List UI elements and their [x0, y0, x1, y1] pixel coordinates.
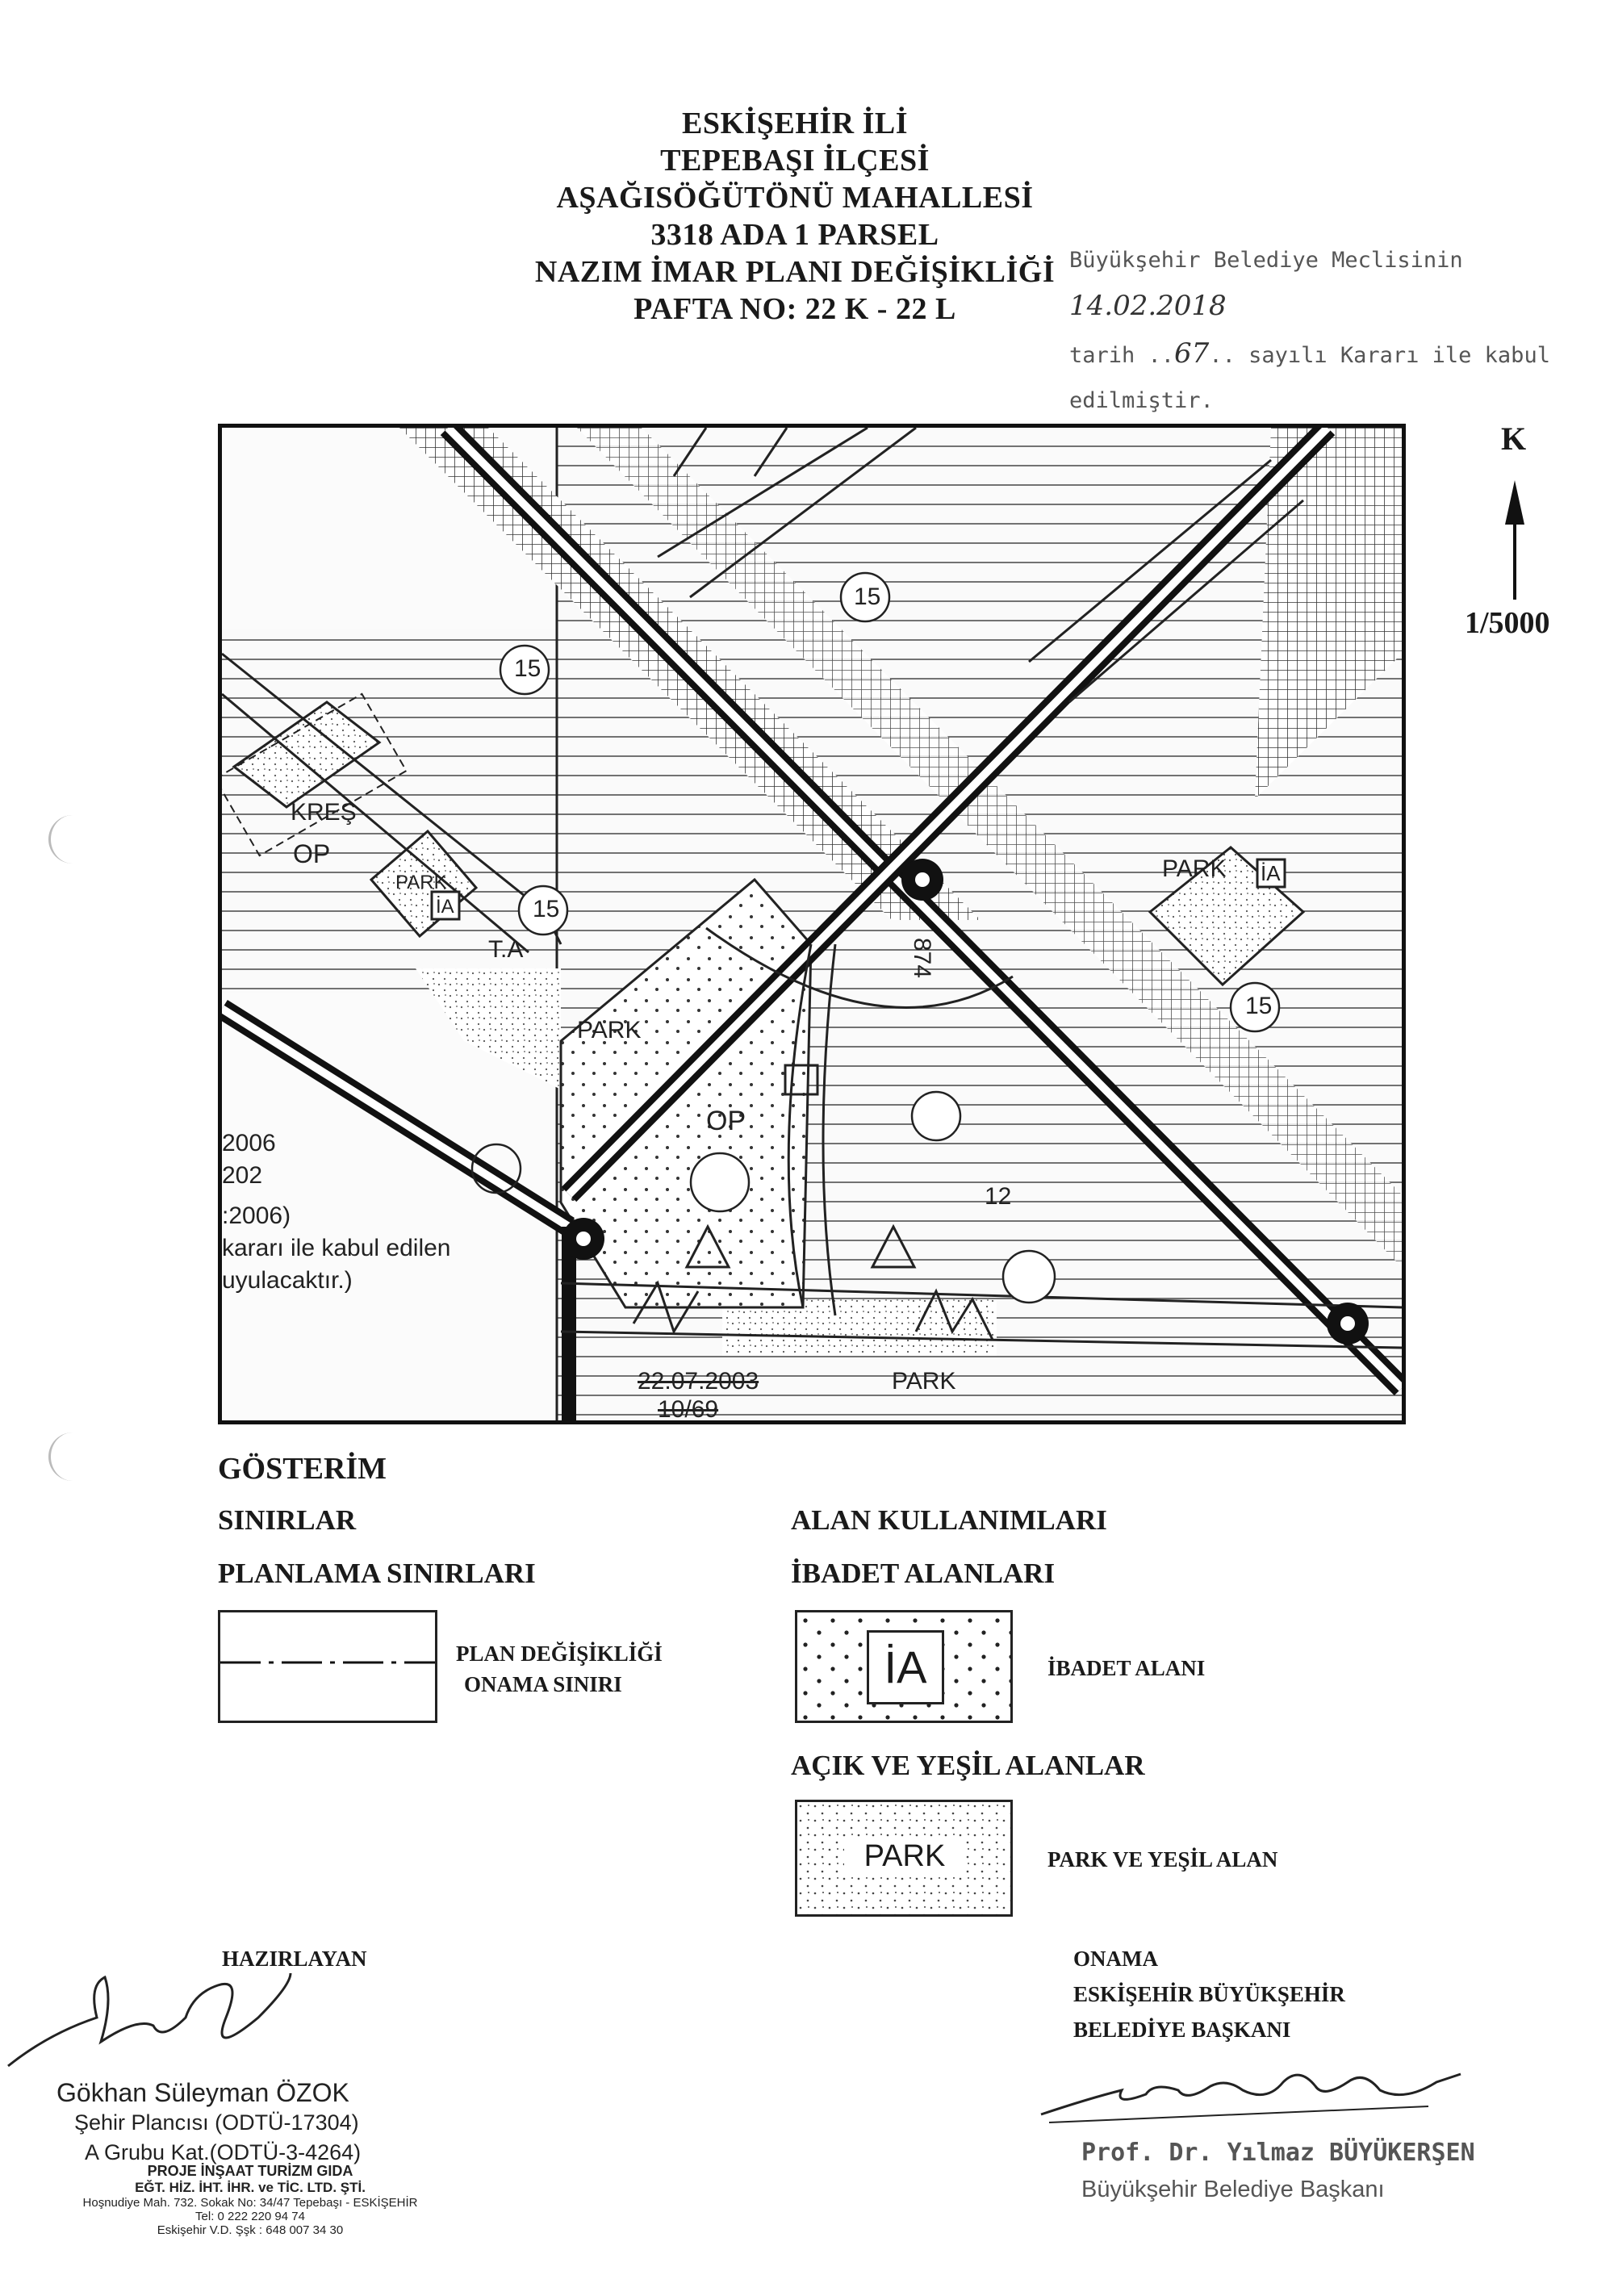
map-label-legacy-date: 22.07.2003 [638, 1368, 759, 1395]
map-label-road-874: 874 [909, 937, 936, 979]
legend-land-use-section: ALAN KULLANIMLARI [791, 1504, 1107, 1536]
map-label-road-15: 15 [533, 896, 560, 922]
approver-heading [1073, 1941, 1345, 2047]
legend-worship-label: İBADET ALANI [1047, 1656, 1206, 1680]
map-label-road-15: 15 [1245, 993, 1273, 1019]
map-label-legacy-note: uyulacaktır.) [222, 1267, 353, 1294]
map-label-park: PARK [1162, 855, 1227, 882]
plan-map-drawing [222, 428, 1402, 1420]
approver-signature-icon [1025, 2058, 1477, 2131]
preparer-name: Gökhan Süleyman ÖZOK [56, 2078, 349, 2107]
map-label-legacy-decision: 10/69 [658, 1396, 719, 1423]
title-block [484, 105, 1106, 328]
map-label-park: PARK [892, 1368, 956, 1395]
park-symbol: PARK [844, 1838, 965, 1875]
preparer-title: Şehir Plancısı (ODTÜ-17304) [74, 2110, 359, 2135]
map-label-park: PARK [395, 872, 447, 893]
preparer-heading: HAZIRLAYAN [222, 1947, 367, 1971]
legend-boundaries-section: SINIRLAR [218, 1504, 357, 1536]
company-stamp [65, 2163, 436, 2237]
map-label-park: PARK [577, 1017, 642, 1043]
punch-hole-mark [48, 815, 75, 864]
map-scale: 1/5000 [1465, 606, 1550, 640]
company-line-5: Eskişehir V.D. Şşk : 648 007 34 30 [157, 2223, 344, 2237]
map-label-worship: İA [1261, 861, 1281, 885]
map-label-road-15: 15 [514, 655, 541, 682]
legend-boundary-label [456, 1638, 663, 1700]
boundary-line-icon [220, 1612, 435, 1721]
title-neighborhood: AŞAĞISÖĞÜTÖNÜ MAHALLESİ [556, 181, 1034, 215]
stamp-text-date-label: tarih .. [1069, 343, 1175, 368]
map-label-op: OP [293, 839, 331, 868]
title-plan-type: NAZIM İMAR PLANI DEĞİŞİKLİĞİ [534, 255, 1056, 289]
title-district: TEPEBAŞI İLÇESİ [660, 144, 930, 178]
approver-heading-line-1: ONAMA [1073, 1947, 1158, 1971]
legend-worship-swatch [795, 1610, 1013, 1723]
map-label-road-15: 15 [854, 583, 881, 610]
map-label-worship: İA [436, 896, 454, 918]
map-label-kindergarten: KREŞ [291, 799, 357, 826]
legend-park-label: PARK VE YEŞİL ALAN [1047, 1847, 1278, 1872]
company-line-1: PROJE İNŞAAT TURİZM GIDA [147, 2163, 353, 2179]
plan-map [218, 424, 1406, 1424]
approver-heading-line-3: BELEDİYE BAŞKANI [1073, 2018, 1291, 2042]
company-line-2: EĞT. HİZ. İHT. İHR. ve TİC. LTD. ŞTİ. [135, 2180, 366, 2195]
stamp-handwritten-number: 67 [1174, 337, 1210, 370]
title-sheet-no: PAFTA NO: 22 K - 22 L [633, 292, 956, 326]
map-label-road-12: 12 [985, 1183, 1012, 1210]
map-label-ta: T.A [488, 936, 524, 963]
stamp-line-1 [1069, 238, 1586, 331]
approver-title: Büyükşehir Belediye Başkanı [1081, 2177, 1385, 2202]
company-line-4: Tel: 0 222 220 94 74 [195, 2210, 305, 2223]
map-label-legacy-note: 202 [222, 1162, 263, 1189]
map-label-legacy-note: kararı ile kabul edilen [222, 1235, 451, 1261]
company-line-3: Hoşnudiye Mah. 732. Sokak No: 34/47 Tepebaşı - ESKİŞEHİR [82, 2196, 418, 2210]
map-label-legacy-note: 2006 [222, 1130, 276, 1156]
punch-hole-mark [48, 1432, 75, 1481]
stamp-text-council: Büyükşehir Belediye Meclisinin [1069, 248, 1463, 273]
stamp-text-accepted: .. sayılı Kararı ile kabul edilmiştir. [1069, 343, 1550, 413]
approver-heading-line-2: ESKİŞEHİR BÜYÜKŞEHİR [1073, 1982, 1345, 2006]
legend-boundary-label-line-2: ONAMA SINIRI [464, 1672, 622, 1696]
approver-name: Prof. Dr. Yılmaz BÜYÜKERŞEN [1081, 2139, 1475, 2167]
preparer-group: A Grubu Kat.(ODTÜ-3-4264) [85, 2140, 362, 2164]
north-arrow-icon [1503, 480, 1527, 601]
legend-boundary-label-line-1: PLAN DEĞİŞİKLİĞİ [456, 1641, 663, 1666]
stamp-line-2 [1069, 331, 1586, 424]
legend-green-section: AÇIK VE YEŞİL ALANLAR [791, 1750, 1145, 1781]
stamp-handwritten-date: 14.02.2018 [1069, 290, 1227, 322]
map-label-op: OP [706, 1106, 746, 1136]
legend-park-swatch [795, 1800, 1013, 1917]
legend-heading: GÖSTERİM [218, 1452, 387, 1486]
legend-planning-boundaries: PLANLAMA SINIRLARI [218, 1558, 536, 1589]
north-label: K [1501, 420, 1527, 457]
worship-symbol: İA [867, 1630, 944, 1704]
preparer-signature-icon [0, 1969, 339, 2090]
title-province: ESKİŞEHİR İLİ [681, 107, 908, 140]
map-label-legacy-note: :2006) [222, 1202, 291, 1229]
legend-worship-section: İBADET ALANLARI [791, 1558, 1056, 1589]
legend-boundary-swatch [218, 1610, 437, 1723]
title-parcel: 3318 ADA 1 PARSEL [650, 218, 939, 252]
